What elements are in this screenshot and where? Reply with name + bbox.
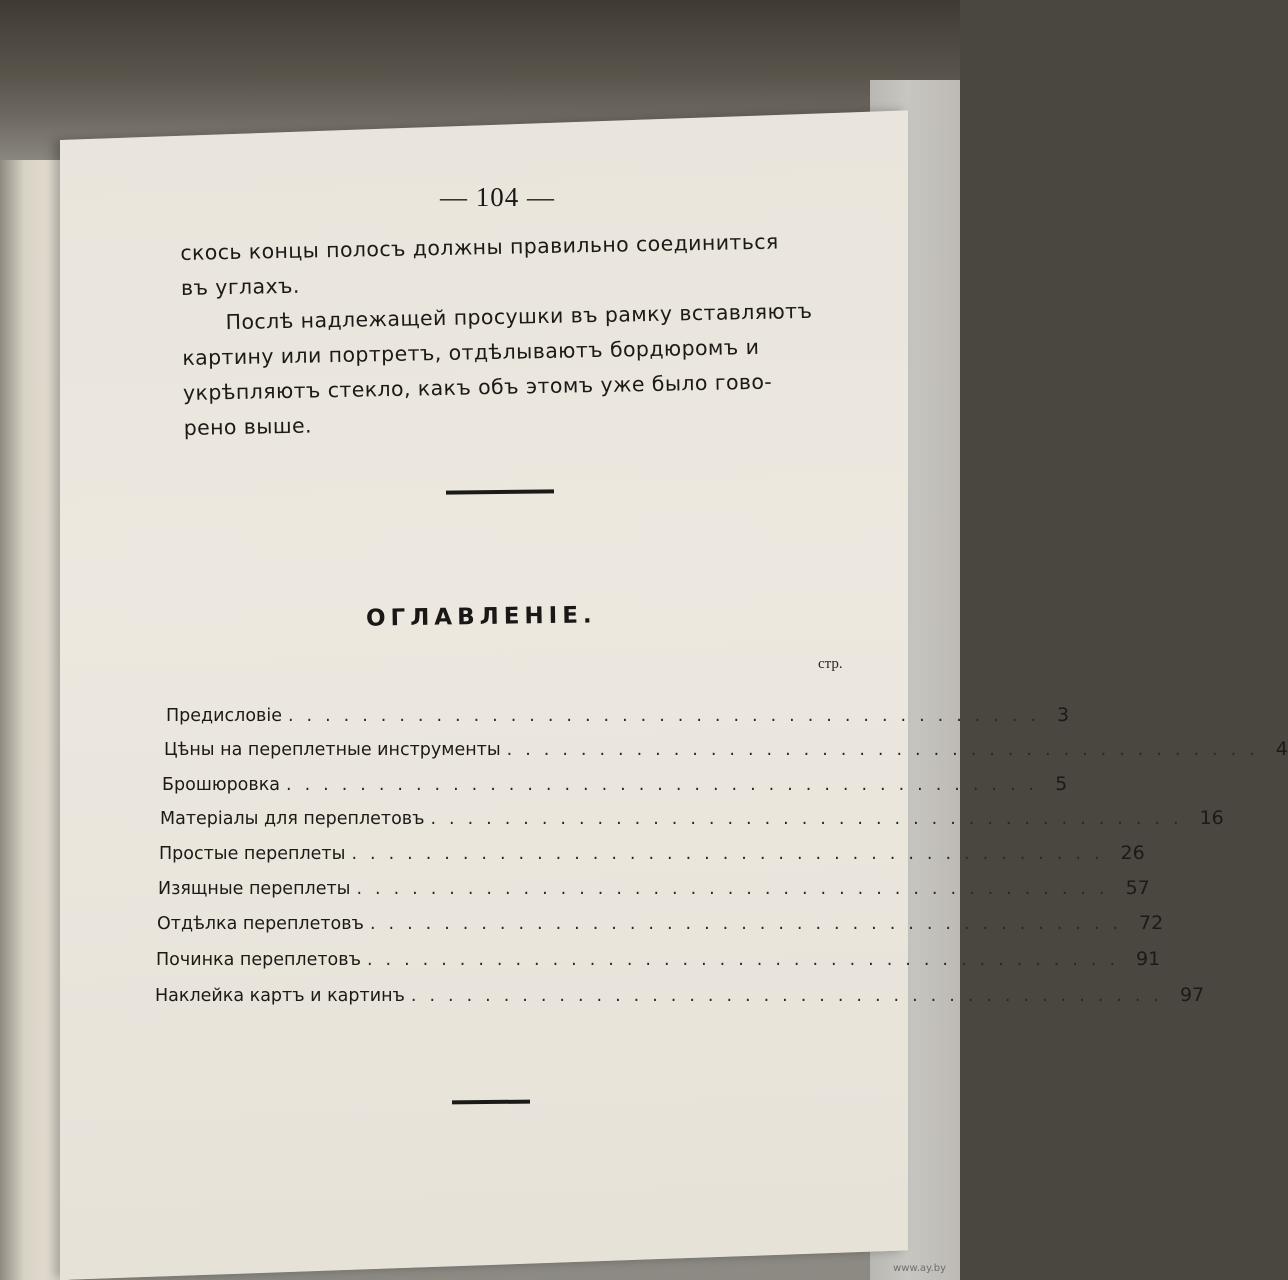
toc-leader-dots: ......................................... — [287, 706, 1050, 726]
toc-leader-dots: ......................................... — [366, 950, 1129, 970]
section-divider-bottom — [452, 1100, 530, 1105]
toc-item-label: Предисловіе — [166, 706, 282, 726]
toc-item — [157, 912, 1164, 942]
toc-item-label: Брошюровка — [162, 775, 280, 795]
page-number: — 104 — — [440, 182, 555, 212]
body-line: рено выше. — [183, 413, 313, 440]
toc-item-page: 57 — [1125, 877, 1150, 899]
toc-item — [166, 704, 1070, 734]
toc-item — [160, 807, 1224, 837]
toc-leader-dots: ......................................... — [430, 809, 1192, 829]
toc-item-page: 72 — [1139, 912, 1164, 934]
toc-leader-dots: ......................................... — [356, 879, 1118, 899]
toc-item-label: Починка переплетовъ — [156, 950, 361, 970]
watermark: www.ay.by — [893, 1263, 946, 1274]
toc-item-label: Наклейка картъ и картинъ — [155, 986, 405, 1006]
toc-title: ОГЛАВЛЕНІЕ. — [365, 602, 597, 632]
body-paragraph — [180, 223, 854, 446]
toc-item — [162, 773, 1068, 803]
toc-item-page: 91 — [1136, 948, 1161, 970]
toc-item-page: 16 — [1199, 807, 1224, 829]
toc-item — [155, 984, 1205, 1014]
toc-leader-dots: ......................................... — [351, 844, 1113, 864]
toc-item-label: Матеріалы для переплетовъ — [160, 809, 425, 829]
toc-leader-dots: ......................................... — [369, 914, 1132, 934]
toc-item — [159, 842, 1145, 872]
toc-item-page: 3 — [1057, 704, 1070, 726]
body-line: картину или портретъ, отдѣлываютъ бордюромъ и — [182, 334, 760, 370]
toc-item-label: Отдѣлка переплетовъ — [157, 914, 364, 934]
toc-leader-dots: ......................................... — [410, 986, 1172, 1006]
toc-item — [158, 877, 1150, 907]
body-line: въ углахъ. — [180, 273, 301, 300]
body-line: скось концы полосъ должны правильно соединиться — [180, 229, 779, 265]
toc-leader-dots: ......................................... — [506, 740, 1268, 760]
toc-item-label: Цѣны на переплетные инструменты — [164, 740, 501, 760]
toc-item — [164, 738, 1288, 768]
toc-item-label: Изящные переплеты — [158, 879, 351, 899]
toc-item-label: Простые переплеты — [159, 844, 346, 864]
toc-pages-label: стр. — [818, 656, 843, 672]
toc-item-page: 4 — [1275, 738, 1288, 760]
toc-item-page: 26 — [1120, 842, 1145, 864]
body-line: Послѣ надлежащей просушки въ рамку вставляютъ — [225, 298, 813, 335]
toc-item-page: 97 — [1179, 984, 1205, 1006]
section-divider-top — [446, 489, 554, 494]
toc-item-page: 5 — [1055, 773, 1068, 795]
toc-item — [156, 948, 1161, 978]
body-line: укрѣпляютъ стекло, какъ объ этомъ уже было гово- — [182, 369, 773, 405]
toc-leader-dots: ......................................... — [286, 775, 1048, 795]
